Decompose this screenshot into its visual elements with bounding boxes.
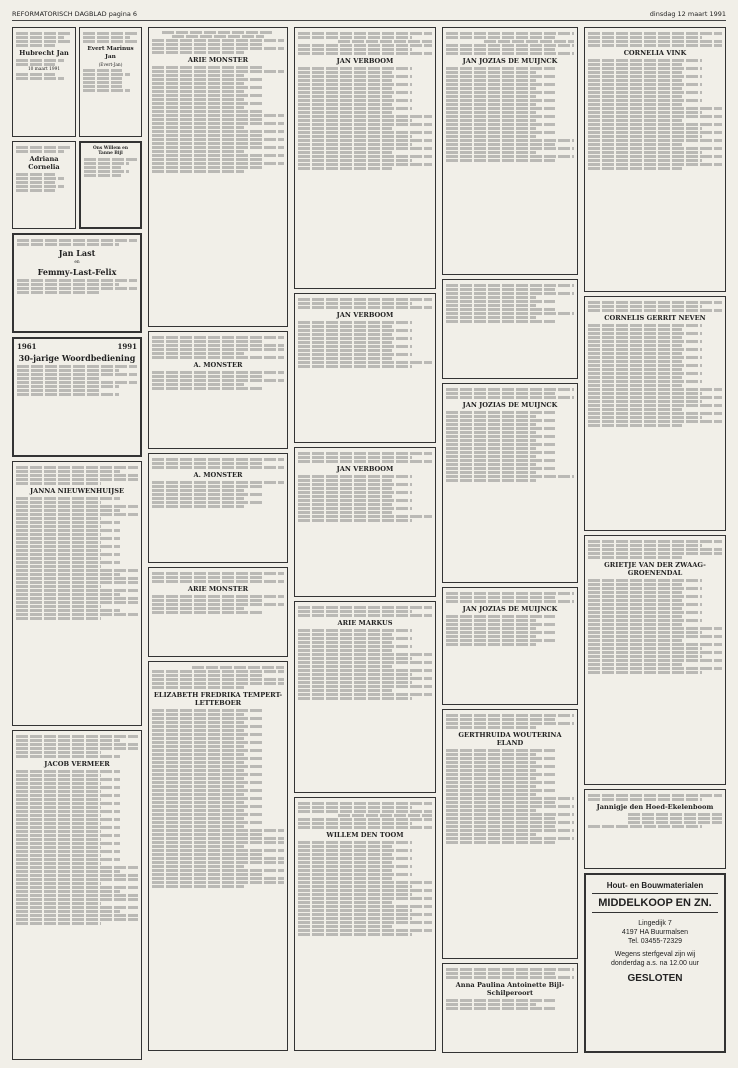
death-notice — [148, 453, 288, 563]
deceased-name: JAN JOZIAS DE MUIJNCK — [462, 401, 558, 409]
anniversary-title: 30-jarige Woordbediening — [18, 353, 136, 363]
birth-notice — [79, 27, 142, 137]
deceased-name: JAN VERBOOM — [336, 57, 394, 65]
death-notice — [584, 535, 726, 785]
death-notice — [442, 279, 578, 379]
notice — [79, 141, 142, 229]
death-notice — [294, 447, 436, 597]
deceased-name: JAN JOZIAS DE MUIJNCK — [462, 57, 558, 65]
ad-street: Lingedijk 7 — [638, 920, 672, 927]
notice-name: Hubrecht Jan — [19, 49, 69, 57]
thanks-notice — [584, 789, 726, 869]
notice-name: Jannigje den Hoed-Ekelenboom — [596, 803, 714, 811]
notice-sub: (Evert-Jan) — [98, 63, 123, 68]
death-notice — [442, 587, 578, 705]
death-notice — [12, 461, 142, 726]
birth-notice — [12, 27, 76, 137]
notice-title: Tanne Bijl — [98, 151, 123, 157]
deceased-name: ARIE MARKUS — [337, 619, 393, 627]
anniversary-notice — [12, 337, 142, 457]
deceased-name: WILLEM DEN TOOM — [326, 831, 404, 839]
year-start: 1961 — [17, 342, 37, 351]
death-notice — [294, 27, 436, 289]
death-notice — [294, 797, 436, 1051]
deceased-name: GERTHRUIDA WOUTERINA ELAND — [458, 731, 562, 747]
death-notice — [584, 27, 726, 292]
anniversary-notice — [12, 233, 142, 333]
page-header — [12, 10, 726, 21]
business-ad — [584, 873, 726, 1053]
ad-company: MIDDELKOOP EN ZN. — [598, 897, 712, 909]
deceased-name: A. MONSTER — [193, 471, 243, 479]
notice-name: Anna Paulina Antoinette Bijl-Schilperoort — [455, 981, 565, 997]
thanks-notice — [442, 963, 578, 1053]
deceased-name: JACOB VERMEER — [44, 760, 110, 768]
deceased-name: JANNA NIEUWENHUIJSE — [29, 487, 125, 495]
deceased-name: GRIETJE VAN DER ZWAAG-GROENENDAL — [604, 561, 706, 577]
birth-notice — [12, 141, 76, 229]
deceased-name: JAN VERBOOM — [336, 465, 394, 473]
notice-name: Adriana Cornelia — [28, 155, 60, 171]
death-notice — [12, 730, 142, 1060]
death-notice — [294, 293, 436, 443]
deceased-name: CORNELIS GERRIT NEVEN — [604, 314, 706, 322]
deceased-name: ELIZABETH FREDRIKA TEMPERT-LETTEBOER — [153, 691, 283, 707]
death-notice — [294, 601, 436, 793]
death-notice — [148, 27, 288, 327]
year-end: 1991 — [117, 342, 137, 351]
notice-name: Jan Last — [58, 248, 96, 258]
ad-phone: Tel. 03455-72329 — [627, 938, 683, 945]
deceased-name: ARIE MONSTER — [187, 56, 249, 64]
ad-closure-line: Wegens sterfgeval zijn wij — [614, 951, 696, 958]
death-notice — [584, 296, 726, 531]
death-notice — [442, 383, 578, 583]
column-1 — [12, 27, 142, 1057]
notice-connector: en — [74, 260, 80, 265]
death-notice — [148, 567, 288, 657]
deceased-name: ARIE MONSTER — [187, 585, 249, 593]
ad-closed: GESLOTEN — [627, 973, 683, 984]
deceased-name: A. MONSTER — [193, 361, 243, 369]
notice-name: Evert Marinus Jan — [87, 46, 134, 60]
ad-category: Hout- en Bouwmaterialen — [606, 881, 704, 890]
ad-city: 4197 HA Buurmalsen — [621, 929, 689, 936]
death-notice — [148, 661, 288, 1051]
notice-date: 10 maart 1991 — [27, 67, 61, 72]
notice-name: Femmy-Last-Felix — [37, 267, 117, 278]
death-notice — [442, 709, 578, 959]
column-4 — [442, 27, 578, 1057]
ad-closure-line: donderdag a.s. na 12.00 uur — [611, 960, 699, 967]
page-date: dinsdag 12 maart 1991 — [649, 10, 726, 18]
death-notice — [148, 331, 288, 449]
notice-title: Ons Willem en — [92, 146, 129, 151]
deceased-name: CORNELIA VINK — [623, 49, 687, 57]
death-notice — [442, 27, 578, 275]
paper-name: REFORMATORISCH DAGBLAD pagina 6 — [12, 10, 138, 18]
column-2 — [148, 27, 288, 1057]
deceased-name: JAN VERBOOM — [336, 311, 394, 319]
deceased-name: JAN JOZIAS DE MUIJNCK — [462, 605, 558, 613]
column-5 — [584, 27, 726, 1057]
column-3 — [294, 27, 436, 1057]
